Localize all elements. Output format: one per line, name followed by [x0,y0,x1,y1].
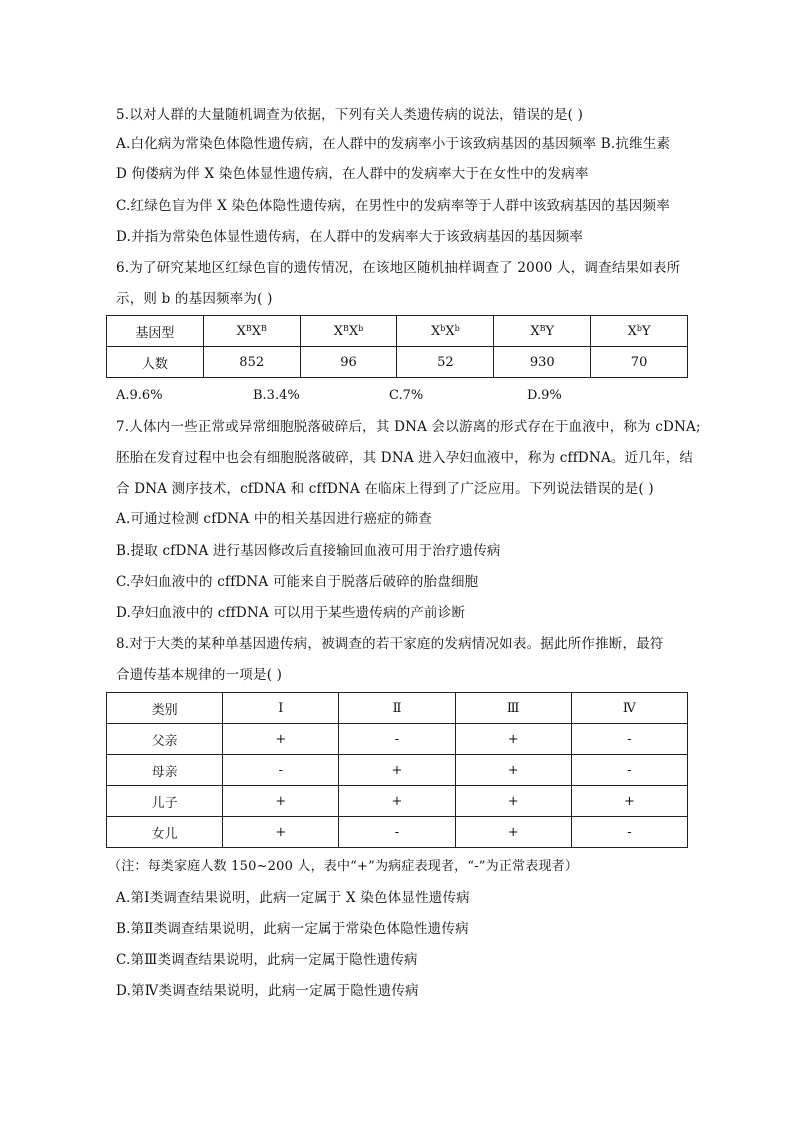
q8-option-a: A.第Ⅰ类调查结果说明，此病一定属于 X 染色体显性遗传病 [116,890,470,906]
q8-row-label: 母亲 [107,755,223,786]
q7-option-b: B.提取 cfDNA 进行基因修改后直接输回血液可用于治疗遗传病 [116,543,501,559]
q8-table-row [107,724,688,755]
q8-header-cell: Ⅲ [455,693,571,724]
q6-count-cell: 96 [300,347,397,378]
q5-option-a: A.白化病为常染色体隐性遗传病，在人群中的发病率小于该致病基因的基因频率 B.抗维生素 [116,136,671,152]
q8-header-cell: Ⅰ [223,693,339,724]
q6-option-b: B.3.4% [253,388,300,403]
q6-header-label: 基因型 [107,316,204,347]
q6-genotype-cell: $X^bY$ [591,316,688,347]
q8-cell: + [455,817,571,848]
q8-cell: - [339,724,455,755]
q8-row-label: 父亲 [107,724,223,755]
q8-cell: + [455,786,571,817]
q8-option-b: B.第Ⅱ类调查结果说明，此病一定属于常染色体隐性遗传病 [116,921,469,937]
q8-table-header-row [107,693,688,724]
q8-cell: + [455,724,571,755]
q6-genotype-cell: $X^bX^b$ [397,316,494,347]
q8-table-row [107,786,688,817]
q7-option-a: A.可通过检测 cfDNA 中的相关基因进行癌症的筛查 [116,511,432,527]
q8-cell: - [339,817,455,848]
q6-count-cell: 70 [591,347,688,378]
q8-header-cell: Ⅱ [339,693,455,724]
q8-cell: - [223,755,339,786]
q6-row-label: 人数 [107,347,204,378]
q8-stem-line2: 合遗传基本规律的一项是( ) [116,667,283,683]
q8-option-c: C.第Ⅲ类调查结果说明，此病一定属于隐性遗传病 [116,952,418,968]
q8-note: （注：每类家庭人数 150~200 人，表中“+”为病症表现者，“-”为正常表现者） [108,859,579,874]
q8-table-row [107,817,688,848]
q8-row-label: 儿子 [107,786,223,817]
q7-stem-line1: 7.人体内一些正常或异常细胞脱落破碎后，其 DNA 会以游离的形式存在于血液中，称为 cDNA; [116,419,701,435]
q6-option-d: D.9% [527,388,562,403]
q8-header-cell: Ⅳ [571,693,687,724]
q6-count-cell: 852 [203,347,300,378]
q8-option-d: D.第Ⅳ类调查结果说明，此病一定属于隐性遗传病 [116,983,419,999]
q7-stem-line2: 胚胎在发育过程中也会有细胞脱落破碎，其 DNA 进入孕妇血液中，称为 cffDNA。近几年，结 [116,450,694,466]
q5-option-d: D.并指为常染色体显性遗传病，在人群中的发病率大于该致病基因的基因频率 [116,229,584,245]
q7-stem-line3: 合 DNA 测序技术，cfDNA 和 cffDNA 在临床上得到了广泛应用。下列说法错误的是( ) [116,481,654,497]
q5-stem: 5.以对人群的大量随机调查为依据，下列有关人类遗传病的说法，错误的是( ) [116,107,584,123]
q8-cell: + [455,755,571,786]
q8-cell: + [339,755,455,786]
q6-genotype-cell: $X^BX^B$ [203,316,300,347]
q6-genotype-table [106,315,688,378]
q5-option-b-cont: D 佝偻病为伴 X 染色体显性遗传病，在人群中的发病率大于在女性中的发病率 [116,166,589,182]
q8-cell: - [571,755,687,786]
q6-genotype-cell: $X^BX^b$ [300,316,397,347]
q8-cell: - [571,817,687,848]
q7-option-d: D.孕妇血液中的 cffDNA 可以用于某些遗传病的产前诊断 [116,605,466,621]
q8-row-label: 女儿 [107,817,223,848]
q8-cell: + [223,786,339,817]
q6-genotype-cell: $X^BY$ [494,316,591,347]
q8-header-cell: 类别 [107,693,223,724]
q8-cell: + [571,786,687,817]
q8-cell: + [223,724,339,755]
q8-cell: + [223,817,339,848]
q6-table-header-row [107,316,688,347]
q6-stem-line1: 6.为了研究某地区红绿色盲的遗传情况，在该地区随机抽样调查了 2000 人，调查结果如表所 [116,260,681,276]
q7-option-c: C.孕妇血液中的 cffDNA 可能来自于脱落后破碎的胎盘细胞 [116,574,479,590]
q6-stem-line2: 示，则 b 的基因频率为( ) [116,291,273,307]
q8-cell: + [339,786,455,817]
q8-stem-line1: 8.对于大类的某种单基因遗传病，被调查的若干家庭的发病情况如表。据此所作推断，最符 [116,636,664,652]
q6-option-a: A.9.6% [116,388,163,403]
q6-count-cell: 930 [494,347,591,378]
q6-table-count-row [107,347,688,378]
q6-count-cell: 52 [397,347,494,378]
q5-option-c: C.红绿色盲为伴 X 染色体隐性遗传病，在男性中的发病率等于人群中该致病基因的基因频率 [116,198,670,214]
q8-table-row [107,755,688,786]
q8-family-table [106,692,688,848]
q6-option-c: C.7% [389,388,424,403]
q8-cell: - [571,724,687,755]
